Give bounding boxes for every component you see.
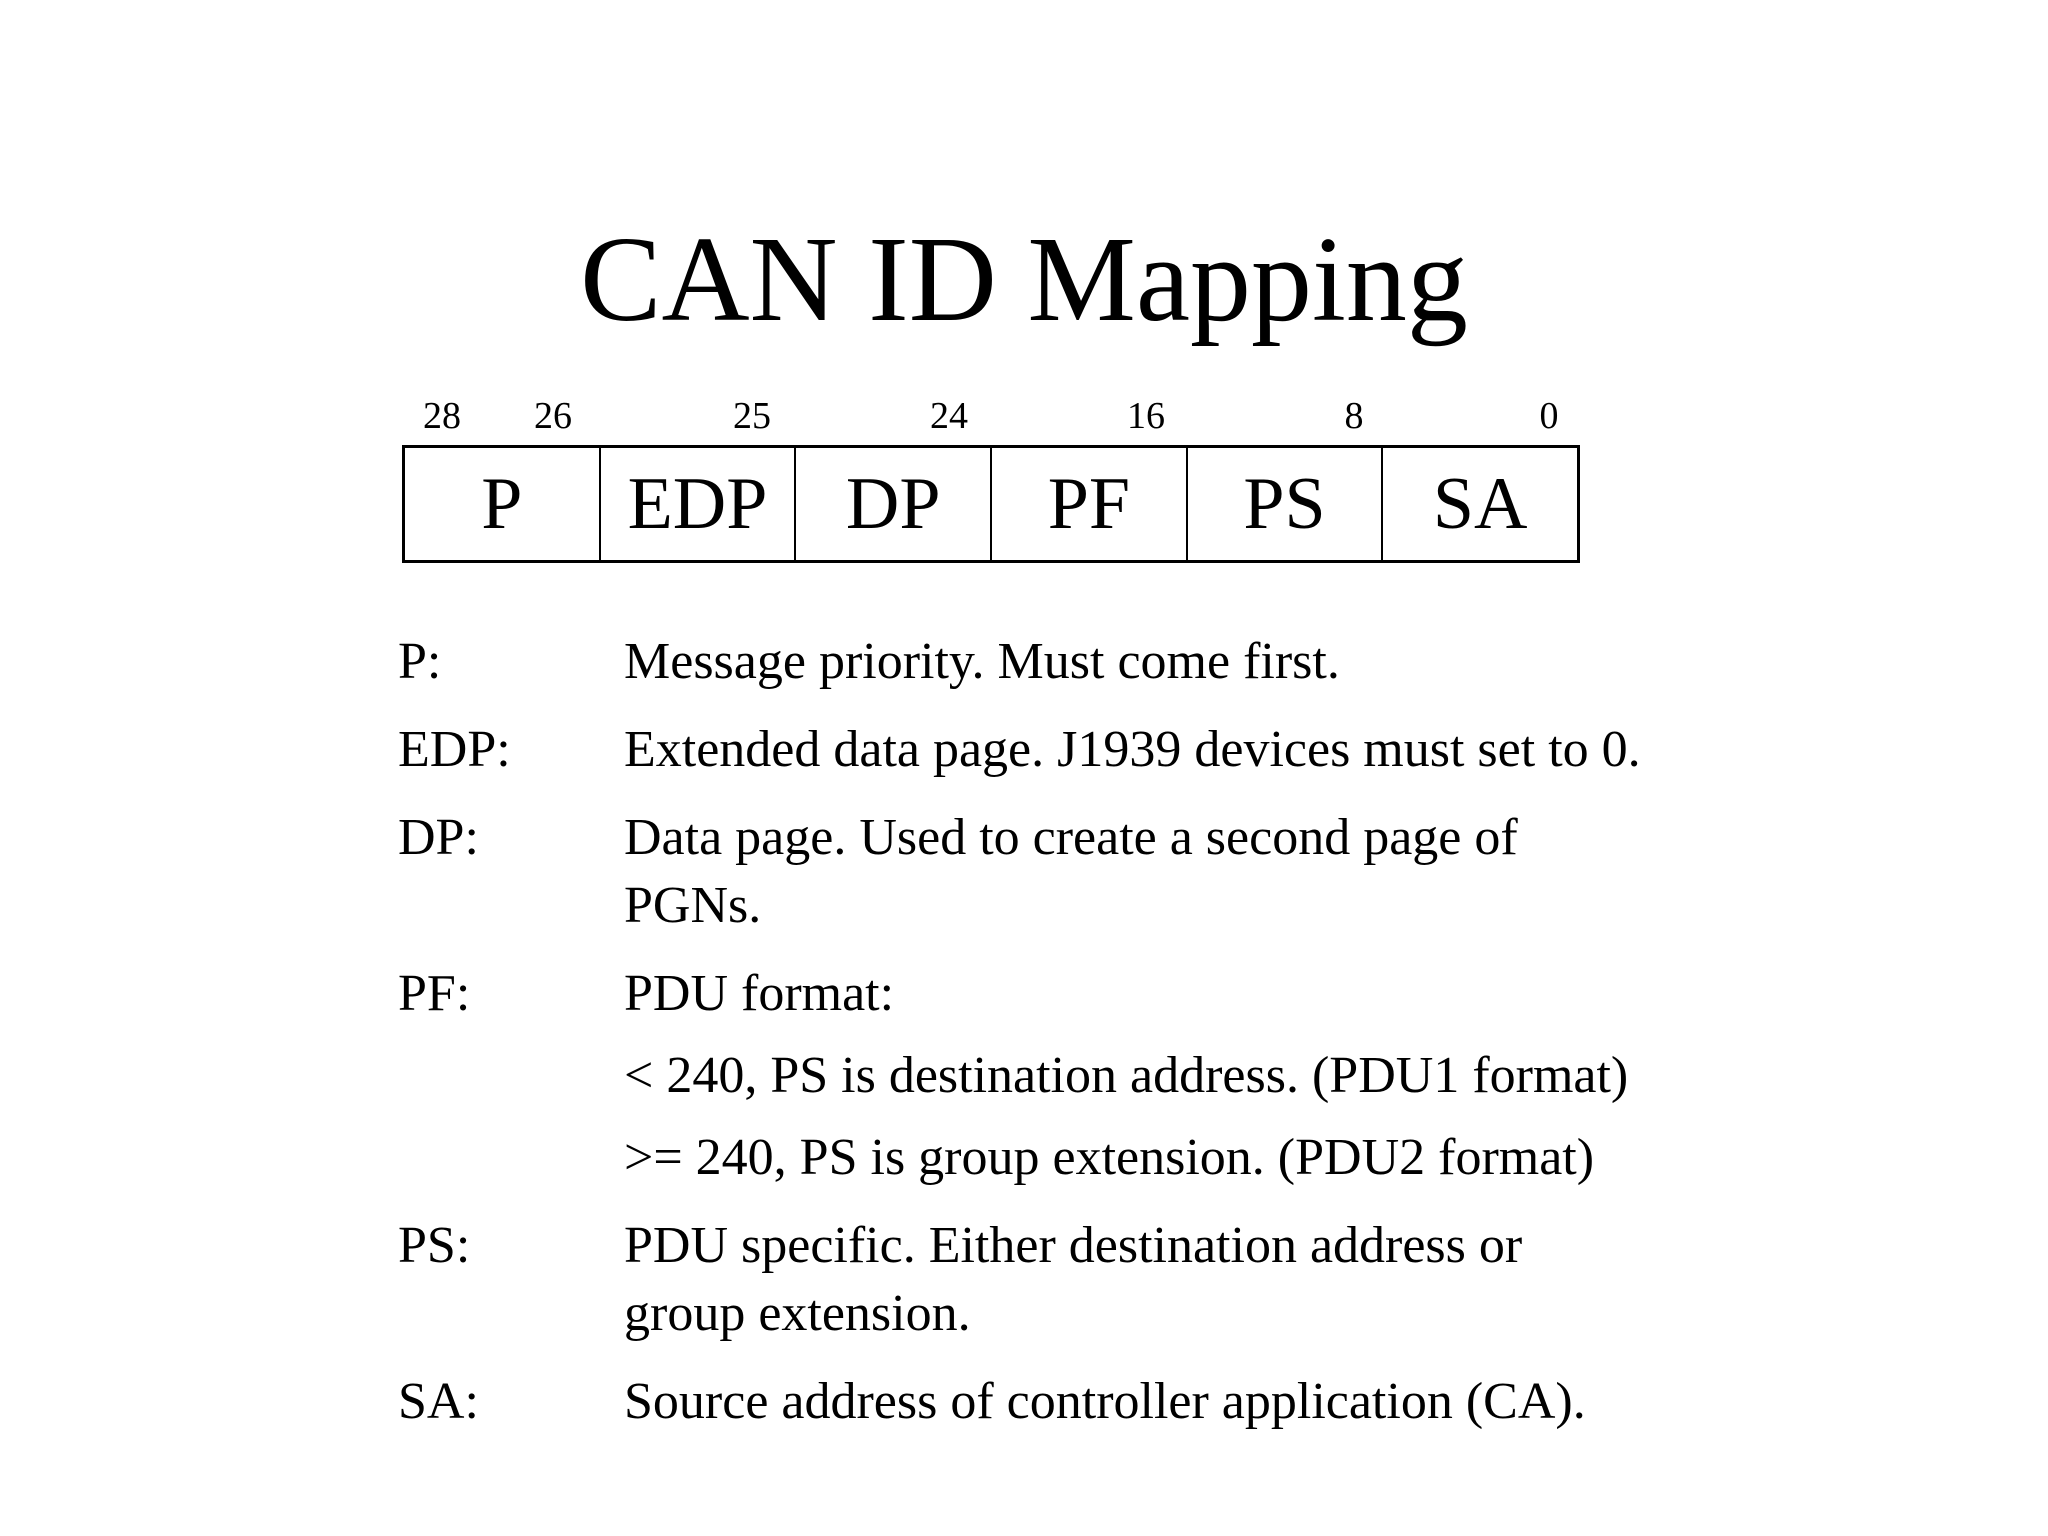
definition-p bbox=[398, 628, 1798, 696]
bit-number-28: 28 bbox=[423, 395, 461, 437]
can-id-field-table bbox=[402, 445, 1580, 563]
definition-sub-line: < 240, PS is destination address. (PDU1 format) bbox=[624, 1047, 1629, 1104]
definition-text: Extended data page. J1939 devices must set to 0. bbox=[624, 721, 1641, 778]
field-sa: SA bbox=[1432, 463, 1528, 545]
field-definitions-list bbox=[398, 628, 1798, 1456]
definition-dp bbox=[398, 804, 1798, 940]
field-edp: EDP bbox=[601, 448, 797, 560]
definition-key: SA: bbox=[398, 1373, 479, 1430]
definition-key: PF: bbox=[398, 965, 471, 1022]
definition-key: EDP: bbox=[398, 721, 511, 778]
field-dp: DP bbox=[796, 448, 992, 560]
bit-number-0: 0 bbox=[1539, 395, 1559, 437]
definition-sa bbox=[398, 1368, 1798, 1436]
definition-ps bbox=[398, 1212, 1798, 1348]
slide-title: CAN ID Mapping bbox=[580, 212, 1468, 347]
definition-edp bbox=[398, 716, 1798, 784]
bit-number-25: 25 bbox=[733, 395, 771, 437]
definition-key: DP: bbox=[398, 809, 479, 866]
definition-text: PDU format: bbox=[624, 965, 895, 1022]
bit-number-26: 26 bbox=[534, 395, 572, 437]
definition-pf bbox=[398, 960, 1798, 1192]
definition-text: Message priority. Must come first. bbox=[624, 633, 1340, 690]
definition-key: PS: bbox=[398, 1217, 471, 1274]
field-ps: PS bbox=[1188, 448, 1384, 560]
definition-text: Data page. Used to create a second page of PGNs. bbox=[624, 809, 1518, 934]
definition-sub-line: >= 240, PS is group extension. (PDU2 format) bbox=[624, 1129, 1595, 1186]
field-p: P bbox=[405, 448, 601, 560]
bit-number-24: 24 bbox=[930, 395, 968, 437]
field-pf: PF bbox=[992, 448, 1188, 560]
definition-text: Source address of controller application (CA). bbox=[624, 1373, 1586, 1430]
definition-text: PDU specific. Either destination address or group extension. bbox=[624, 1217, 1523, 1342]
definition-key: P: bbox=[398, 633, 442, 690]
bit-number-8: 8 bbox=[1344, 395, 1364, 437]
bit-number-16: 16 bbox=[1127, 395, 1165, 437]
